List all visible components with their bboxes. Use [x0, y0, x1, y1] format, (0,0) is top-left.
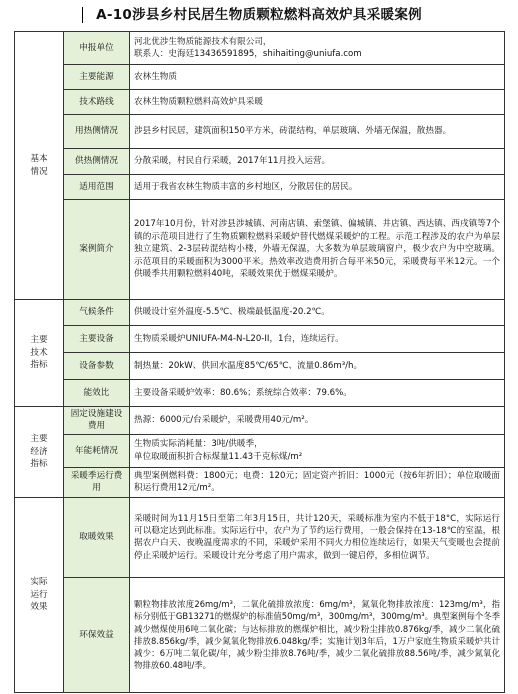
row-value: 热源：6000元/台采暖炉，采暖费用40元/m²。: [130, 407, 505, 435]
table-row: [15, 577, 505, 692]
row-value: 河北优涉生物质能源技术有限公司， 联系人：史海廷13436591895，shihaiting@uniufa.com: [130, 32, 505, 65]
table-row: [15, 90, 505, 115]
row-value: 2017年10月份，针对涉县涉城镇、河南店镇、索堡镇、偏城镇、井店镇、西达镇、西戌镇等7个镇的示范项目进行了生物质颗粒燃料采暖炉替代燃煤采暖炉的工程。示范工程涉及的农户为单层独立建筑、2-3层砖混结构小楼，外墙无保温，大多数为单层玻璃窗户，极少农户为中空玻璃。示范项目的采暖面积为3000平米。热效率改造费用折合每平米50元，采暖费每平米12元。一个供暖季共用颗粒燃料40吨，采暖效果优于燃煤采暖炉。: [130, 200, 505, 300]
row-label: 技术路线: [64, 90, 130, 115]
row-value: 颗粒物排放浓度26mg/m³，二氧化硫排放浓度：6mg/m³，氮氧化物排放浓度：123mg/m³，指标分别低于GB13271的燃煤炉的标准值50mg/m³，300mg/m³，300mg/m³。典型案例每个冬季减少燃煤使用6吨二氧化碳；与达标排放的燃煤炉相比，减少粉尘排放0.876kg/季，减少二氧化硫排放8.856kg/季，减少氮氧化物排放6.048kg/季；实施计划3年后，1万户家庭生物质采暖炉共计减少：6万吨二氧化碳/年，减少粉尘排放8.76吨/季，减少二氧化硫排放88.56吨/季，减少氮氧化物排放60.48吨/季。: [130, 577, 505, 692]
table-row: [15, 434, 505, 467]
text-cursor: [82, 7, 83, 23]
row-label: 固定设施建设费用: [64, 407, 130, 435]
table-row: [15, 32, 505, 65]
table-row: [15, 497, 505, 577]
table-row: [15, 300, 505, 326]
row-value: 生物质采暖炉UNIUFA-M4-N-L20-II，1台，连续运行。: [130, 326, 505, 353]
row-value: 分散采暖，村民自行采暖，2017年11月投入运营。: [130, 149, 505, 175]
table-row: [15, 200, 505, 300]
case-table: [14, 31, 505, 693]
row-value: 采暖时间为11月15日至第二年3月15日，共计120天，采暖标准为室内不低于18°C，实际运行可以稳定达到此标准。实际运行中，农户为了节约运行费用，一般会保持在13-18℃的室温，根据农户白天、夜晚温度需求的不同，采暖炉采用不同火力相位连续运行，如果天气变暖也会提前停止采暖炉运行。采暖设计充分考虑了用户需求，做到一键启停，多相位调节。: [130, 497, 505, 577]
table-row: [15, 65, 505, 90]
row-label: 能效比: [64, 380, 130, 407]
section-tech-indicators: 主要技术指标: [15, 300, 64, 407]
row-label: 取暖效果: [64, 497, 130, 577]
row-value: 涉县乡村民居，建筑面积150平方米，砖混结构，单层玻璃、外墙无保温，散热器。: [130, 115, 505, 149]
row-label: 采暖季运行费用: [64, 467, 130, 497]
row-value: 农林生物质: [130, 65, 505, 90]
row-label: 气候条件: [64, 300, 130, 326]
row-label: 主要能源: [64, 65, 130, 90]
row-label: 用热侧情况: [64, 115, 130, 149]
row-label: 设备参数: [64, 353, 130, 380]
table-row: [15, 149, 505, 175]
section-economic-indicators: 主要经济指标: [15, 407, 64, 498]
table-row: [15, 175, 505, 200]
row-value: 制热量：20kW、供回水温度85℃/65℃、流量0.86m³/h。: [130, 353, 505, 380]
row-label: 环保效益: [64, 577, 130, 692]
row-label: 供热侧情况: [64, 149, 130, 175]
page-title: [0, 4, 518, 26]
row-label: 申报单位: [64, 32, 130, 65]
row-value: 主要设备采暖炉效率：80.6%；系统综合效率：79.6%。: [130, 380, 505, 407]
table-row: [15, 326, 505, 353]
table-row: [15, 407, 505, 435]
table-row: [15, 467, 505, 497]
row-label: 适用范围: [64, 175, 130, 200]
section-basic-info: 基本情况: [15, 32, 64, 300]
row-value: 适用于我省农林生物质丰富的乡村地区，分散居住的居民。: [130, 175, 505, 200]
section-actual-results: 实际运行效果: [15, 497, 64, 692]
row-value: 典型案例燃料费：1800元；电费：120元；固定资产折旧：1000元（按6年折旧）；单位取暖面积运行费用12元/m²。: [130, 467, 505, 497]
row-value: 农林生物质颗粒燃料高效炉具采暖: [130, 90, 505, 115]
table-row: [15, 353, 505, 380]
row-value: 生物质实际消耗量：3吨/供暖季， 单位取暖面积折合标煤量11.43千克标煤/m²: [130, 434, 505, 467]
title-text: A-10涉县乡村民居生物质颗粒燃料高效炉具采暖案例: [96, 7, 422, 23]
row-value: 供暖设计室外温度-5.5℃、极端最低温度-20.2℃。: [130, 300, 505, 326]
row-label: 主要设备: [64, 326, 130, 353]
table-row: [15, 115, 505, 149]
row-label: 案例简介: [64, 200, 130, 300]
row-label: 年能耗情况: [64, 434, 130, 467]
table-row: [15, 380, 505, 407]
